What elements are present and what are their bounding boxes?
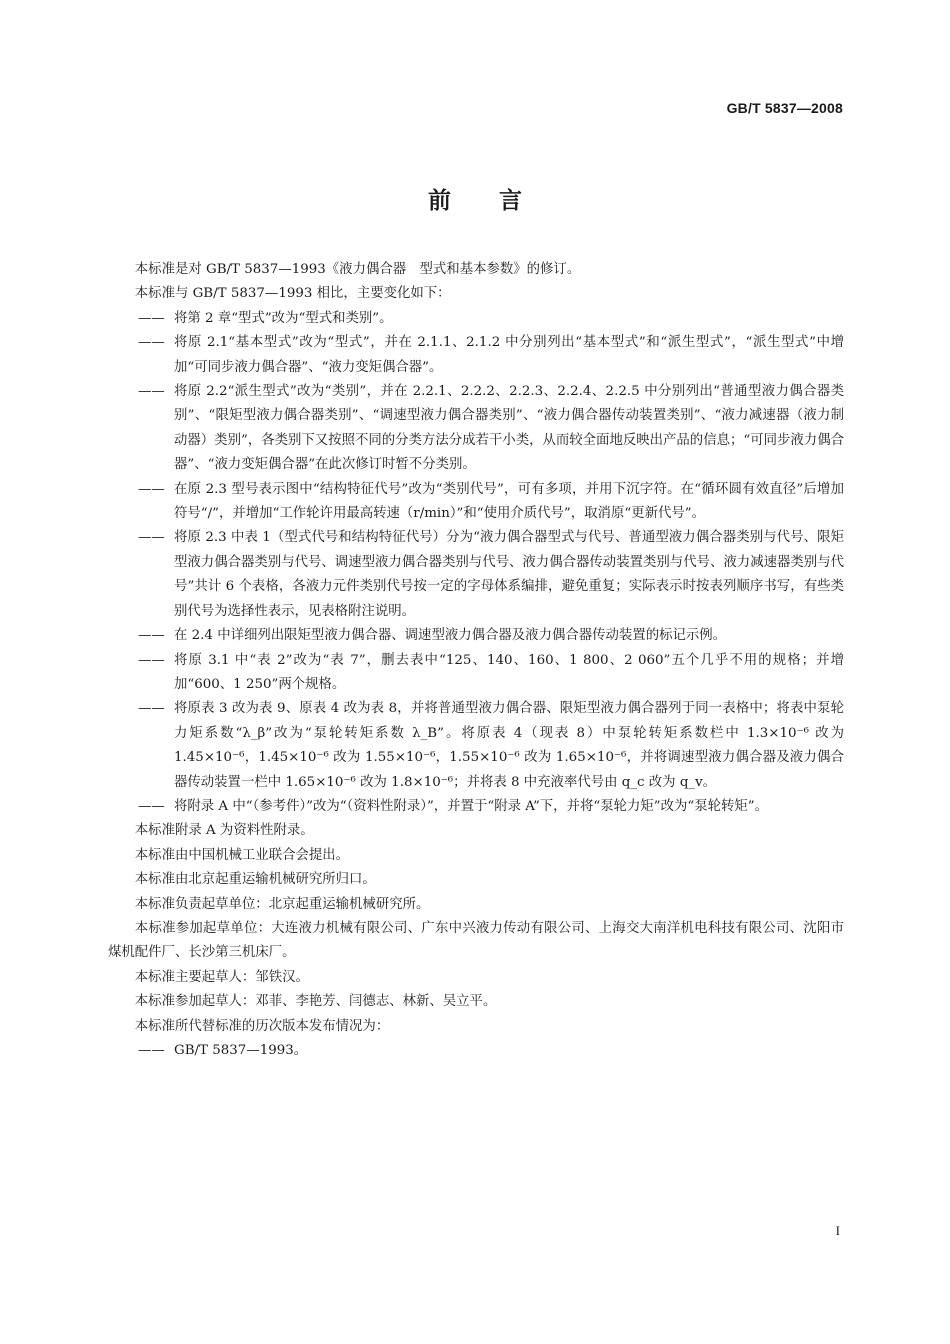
change-text: 将原表 3 改为表 9、原表 4 改为表 8，并将普通型液力偶合器、限矩型液力偶合器列于同一表格中；将表中泵轮力矩系数“λ_β”改为“泵轮转矩系数 λ_B”。将原表 4（现表 8）中泵轮转矩系数栏中 1.3×10⁻⁶ 改为 1.45×10⁻⁶，1.45×10⁻⁶ 改为 1.55×10⁻⁶，1.55×10⁻⁶ 改为 1.65×10⁻⁶，并将调速型液力偶合器及液力偶合器传动装置一栏中 1.65×10⁻⁶ 改为 1.8×10⁻⁶；并将表 8 中充液率代号由 q_c 改为 q_v。	[174, 701, 844, 790]
change-text: 将原 2.1“基本型式”改为“型式”，并在 2.1.1、2.1.2 中分别列出“基本型式”和“派生型式”，“派生型式”中增加“可同步液力偶合器”、“液力变矩偶合器”。	[174, 335, 844, 375]
dash-marker: ——	[138, 652, 165, 668]
intro-paragraph: 本标准与 GB/T 5837—1993 相比，主要变化如下：	[134, 286, 451, 302]
change-item	[108, 331, 844, 380]
history-text: GB/T 5837—1993。	[174, 1043, 308, 1058]
change-item	[108, 795, 844, 819]
dash-marker: ——	[138, 1043, 165, 1058]
change-text: 在原 2.3 型号表示图中“结构特征代号”改为“类别代号”，可有多项，并用下沉字符。在“循环圆有效直径”后增加符号“/”，并增加“工作轮许用最高转速（r/min）”和“使用介质代号”，取消原“更新代号”。	[174, 481, 844, 522]
change-text: 在 2.4 中详细列出限矩型液力偶合器、调速型液力偶合器及液力偶合器传动装置的标记示例。	[174, 628, 727, 644]
change-item	[108, 478, 844, 527]
history-item	[108, 1039, 844, 1063]
standard-code: GB/T 5837—2008	[726, 100, 843, 116]
change-text: 将第 2 章“型式”改为“型式和类别”。	[174, 310, 393, 326]
dash-marker: ——	[138, 798, 165, 814]
dash-marker: ——	[138, 481, 165, 497]
change-item	[108, 526, 844, 624]
change-item	[108, 307, 844, 331]
change-text: 将原 2.2“派生型式”改为“类别”，并在 2.2.1、2.2.2、2.2.3、2.2.4、2.2.5 中分别列出“普通型液力偶合器类别”、“限矩型液力偶合器类别”、“调速型液力偶合器类别”、“液力偶合器传动装置类别”、“液力减速器（液力制动器）类别”，各类别下又按照不同的分类方法分成若干小类，从而较全面地反映出产品的信息；“可同步液力偶合器”、“液力变矩偶合器”在此次修订时暂不分类别。	[174, 384, 844, 473]
info-paragraph: 本标准由中国机械工业联合会提出。	[134, 847, 350, 863]
dash-marker: ——	[138, 701, 165, 717]
dash-marker: ——	[138, 384, 165, 400]
change-text: 将原 2.3 中表 1（型式代号和结构特征代号）分为“液力偶合器型式与代号、普通型液力偶合器类别与代号、限矩型液力偶合器类别与代号、调速型液力偶合器类别与代号、液力偶合器传动装置类别与代号、液力减速器类别与代号”共计 6 个表格，各液力元件类别代号按一定的字母体系编排，避免重复；实际表示时按表列顺序书写，有些类别代号为选择性表示，见表格附注说明。	[174, 530, 844, 619]
document-body	[108, 258, 844, 1063]
change-text: 将附录 A 中“（参考件）”改为“（资料性附录）”，并置于“附录 A”下，并将“泵轮力矩”改为“泵轮转矩”。	[174, 798, 769, 814]
dash-marker: ——	[138, 310, 165, 326]
info-paragraph: 本标准负责起草单位：北京起重运输机械研究所。	[134, 896, 430, 912]
dash-marker: ——	[138, 628, 165, 644]
info-paragraph: 本标准参加起草单位：大连液力机械有限公司、广东中兴液力传动有限公司、上海交大南洋机电科技有限公司、沈阳市煤机配件厂、长沙第三机床厂。	[108, 920, 844, 961]
change-item	[108, 624, 844, 648]
page-number: I	[835, 1223, 840, 1238]
change-item	[108, 697, 844, 795]
info-paragraph: 本标准参加起草人：邓菲、李艳芳、闫德志、林新、吴立平。	[134, 994, 497, 1010]
info-paragraph: 本标准所代替标准的历次版本发布情况为：	[134, 1018, 390, 1034]
page-title: 前言	[428, 188, 570, 214]
intro-paragraph: 本标准是对 GB/T 5837—1993《液力偶合器 型式和基本参数》的修订。	[134, 262, 581, 277]
info-paragraph: 本标准附录 A 为资料性附录。	[134, 823, 314, 839]
dash-marker: ——	[138, 530, 165, 546]
change-item	[108, 649, 844, 698]
info-paragraph: 本标准主要起草人：邹铁汉。	[134, 969, 309, 985]
dash-marker: ——	[138, 335, 165, 351]
change-item	[108, 380, 844, 478]
info-paragraph: 本标准由北京起重运输机械研究所归口。	[134, 872, 376, 888]
change-text: 将原 3.1 中“表 2”改为“表 7”，删去表中“125、140、160、1 800、2 060”五个几乎不用的规格；并增加“600、1 250”两个规格。	[174, 652, 844, 692]
